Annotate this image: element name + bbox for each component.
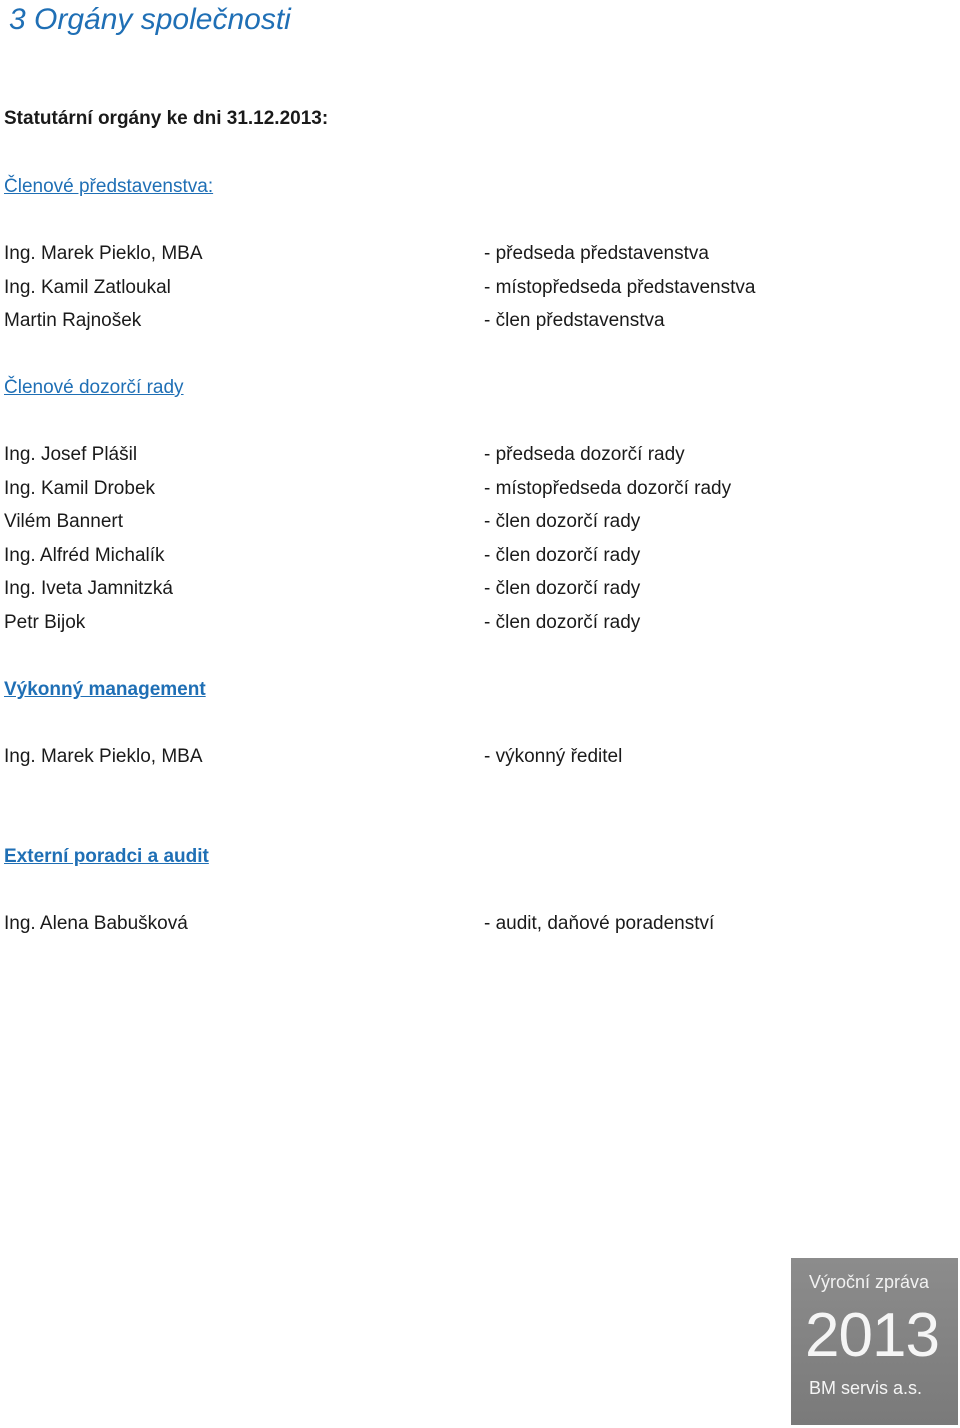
- member-name: Ing. Alena Babušková: [4, 913, 188, 934]
- member-name: Ing. Josef Plášil: [4, 444, 138, 465]
- badge-company: BM servis a.s.: [809, 1378, 923, 1398]
- member-name: Vilém Bannert: [4, 511, 123, 532]
- board-member-row: [0, 309, 960, 343]
- member-role: - člen představenstva: [484, 310, 665, 331]
- external-member-row: [0, 912, 960, 946]
- member-name: Ing. Marek Pieklo, MBA: [4, 746, 203, 767]
- statutory-bodies-subtitle: Statutární orgány ke dni 31.12.2013:: [4, 108, 329, 129]
- management-member-row: [0, 745, 960, 779]
- member-name: Ing. Iveta Jamnitzká: [4, 578, 173, 599]
- supervisory-heading: Členové dozorčí rady: [4, 377, 184, 398]
- member-role: - člen dozorčí rady: [484, 578, 641, 599]
- annual-report-badge: [791, 1258, 958, 1425]
- supervisory-member-row: [0, 477, 960, 511]
- member-role: - člen dozorčí rady: [484, 511, 641, 532]
- external-heading: Externí poradci a audit: [4, 846, 209, 867]
- page-title: 3 Orgány společnosti: [9, 3, 291, 36]
- member-role: - místopředseda dozorčí rady: [484, 478, 732, 499]
- member-name: Ing. Alfréd Michalík: [4, 545, 165, 566]
- supervisory-member-row: [0, 577, 960, 611]
- badge-year: 2013: [805, 1301, 939, 1370]
- member-name: Ing. Kamil Drobek: [4, 478, 156, 499]
- supervisory-member-row: [0, 544, 960, 578]
- supervisory-member-row: [0, 611, 960, 645]
- management-heading: Výkonný management: [4, 679, 206, 700]
- board-heading: Členové představenstva:: [4, 176, 214, 197]
- member-role: - člen dozorčí rady: [484, 545, 641, 566]
- supervisory-member-row: [0, 510, 960, 544]
- member-role: - audit, daňové poradenství: [484, 913, 715, 934]
- board-member-row: [0, 276, 960, 310]
- member-name: Ing. Kamil Zatloukal: [4, 277, 171, 298]
- member-role: - předseda dozorčí rady: [484, 444, 685, 465]
- member-role: - předseda představenstva: [484, 243, 709, 264]
- member-role: - výkonný ředitel: [484, 746, 623, 767]
- board-member-row: [0, 242, 960, 276]
- badge-report-label: Výroční zpráva: [809, 1272, 930, 1292]
- member-role: - místopředseda představenstva: [484, 277, 756, 298]
- supervisory-member-row: [0, 443, 960, 477]
- member-role: - člen dozorčí rady: [484, 612, 641, 633]
- member-name: Petr Bijok: [4, 612, 86, 633]
- member-name: Martin Rajnošek: [4, 310, 142, 331]
- member-name: Ing. Marek Pieklo, MBA: [4, 243, 203, 264]
